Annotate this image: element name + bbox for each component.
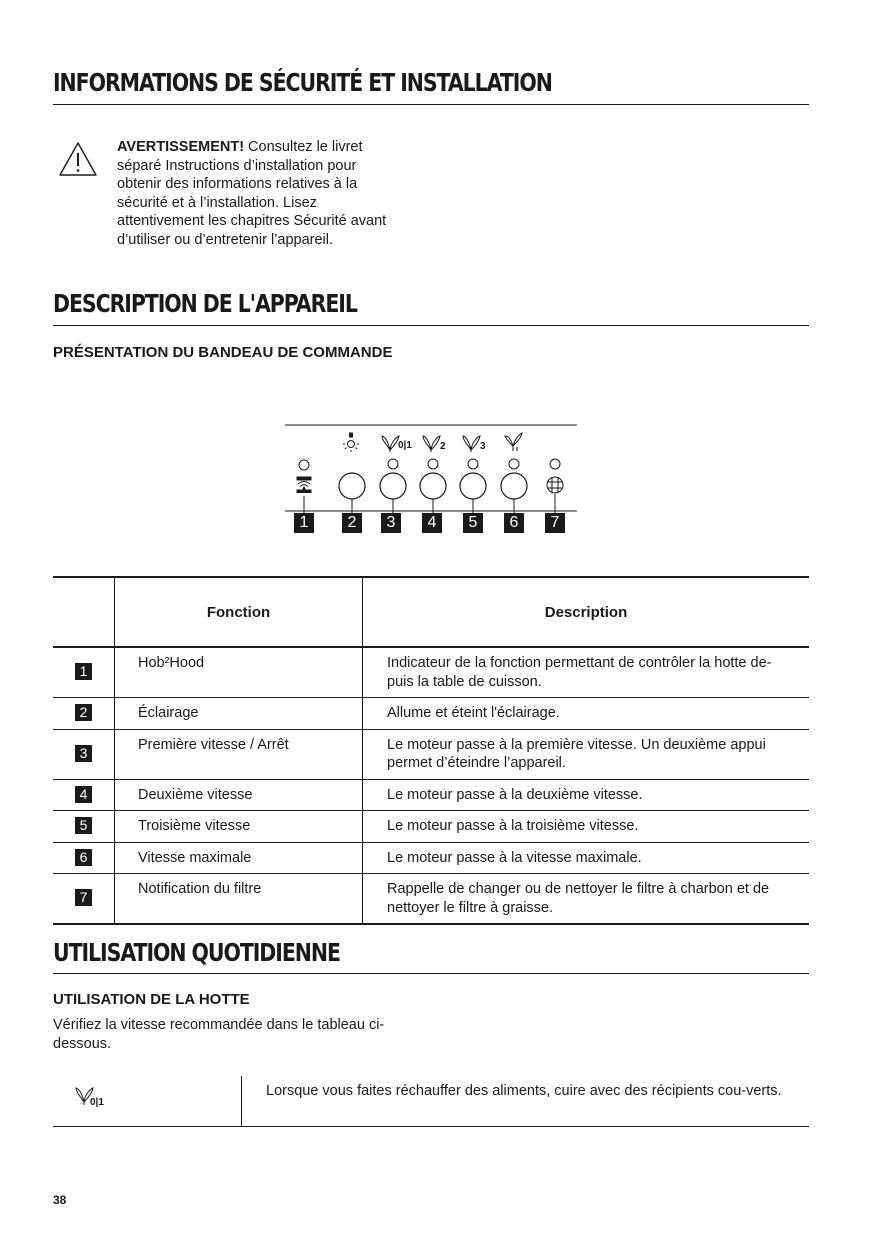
panel-number-3: 3 — [381, 513, 401, 533]
row-number-badge: 4 — [75, 786, 92, 803]
speed-description: Lorsque vous faites réchauffer des aliments, cuire avec des récipients cou-verts. — [266, 1083, 782, 1099]
fan-icon-speed-2 — [423, 436, 440, 452]
row-number-badge: 2 — [75, 704, 92, 721]
row-number-badge: 1 — [75, 663, 92, 680]
light-icon — [343, 433, 359, 452]
panel-number-2: 2 — [342, 513, 362, 533]
table-row — [53, 1076, 809, 1127]
section-divider — [53, 325, 809, 326]
panel-number-1: 1 — [294, 513, 314, 533]
panel-speed-label-3: 3 — [480, 441, 486, 452]
filter-grid-icon — [547, 477, 563, 493]
row-description: Indicateur de la fonction permettant de contrôler la hotte de-puis la table de cuisson. — [387, 655, 772, 690]
safety-section-title: INFORMATIONS DE SÉCURITÉ ET INSTALLATION — [53, 68, 552, 97]
fan-icon-speed-1 — [382, 436, 399, 452]
warning-body: Consultez le livret séparé Instructions d’installation pour obtenir des informations relatives à la sécurité et à l’installation. Lisez attentivement les chapitres Sécurité avant d’utiliser ou d’entretenir l’appareil. — [117, 139, 387, 248]
section-divider — [53, 104, 809, 105]
row-description: Le moteur passe à la troisième vitesse. — [387, 818, 639, 834]
control-panel-diagram — [285, 424, 577, 539]
fan-icon-speed-3 — [463, 436, 480, 452]
header-function: Fonction — [115, 577, 363, 647]
function-table — [53, 576, 809, 925]
row-function: Hob²Hood — [115, 647, 363, 698]
row-description: Rappelle de changer ou de nettoyer le filtre à charbon et de nettoyer le filtre à graisse. — [387, 881, 770, 916]
row-function: Deuxième vitesse — [115, 779, 363, 811]
speed-label: 0|1 — [90, 1097, 104, 1108]
hood-usage-subtitle: UTILISATION DE LA HOTTE — [53, 991, 250, 1008]
row-function: Troisième vitesse — [115, 811, 363, 843]
row-function: Éclairage — [115, 698, 363, 730]
page-number: 38 — [53, 1193, 67, 1207]
table-row — [53, 729, 809, 779]
row-description: Le moteur passe à la vitesse maximale. — [387, 849, 642, 866]
row-function: Vitesse maximale — [115, 842, 363, 874]
description-section-title: DESCRIPTION DE L'APPAREIL — [53, 289, 357, 318]
row-function: Notification du filtre — [115, 874, 363, 925]
row-number-badge: 7 — [75, 889, 92, 906]
row-number-badge: 5 — [75, 817, 92, 834]
row-function: Première vitesse / Arrêt — [115, 729, 363, 779]
header-description: Description — [544, 603, 628, 621]
table-row — [53, 874, 809, 925]
fan-icon-max — [505, 433, 522, 451]
section-divider — [53, 973, 809, 974]
row-number-badge: 3 — [75, 745, 92, 762]
warning-triangle-icon — [58, 141, 98, 177]
table-row — [53, 647, 809, 698]
table-header-row — [53, 577, 809, 647]
warning-label: AVERTISSEMENT! — [117, 139, 245, 155]
usage-table — [53, 1076, 809, 1127]
usage-section-title: UTILISATION QUOTIDIENNE — [53, 938, 340, 967]
hob2hood-icon — [297, 477, 311, 493]
row-description: Allume et éteint l'éclairage. — [387, 705, 560, 721]
panel-number-5: 5 — [463, 513, 483, 533]
usage-intro: Vérifiez la vitesse recommandée dans le tableau ci-dessous. — [53, 1017, 385, 1052]
panel-number-6: 6 — [504, 513, 524, 533]
panel-speed-label-2: 2 — [440, 441, 446, 452]
header-number-cell — [53, 577, 115, 647]
panel-number-7: 7 — [545, 513, 565, 533]
warning-paragraph — [117, 138, 392, 249]
table-row — [53, 842, 809, 874]
panel-speed-label-1: 0|1 — [398, 440, 412, 451]
row-number-badge: 6 — [75, 849, 92, 866]
row-description: Le moteur passe à la première vitesse. Un deuxième appui permet d’éteindre l’appareil. — [387, 736, 766, 771]
table-row — [53, 811, 809, 843]
speed-icon-cell — [53, 1076, 242, 1127]
table-row — [53, 698, 809, 730]
row-description: Le moteur passe à la deuxième vitesse. — [387, 786, 643, 803]
control-panel-subtitle: PRÉSENTATION DU BANDEAU DE COMMANDE — [53, 344, 393, 361]
panel-number-4: 4 — [422, 513, 442, 533]
table-row — [53, 779, 809, 811]
